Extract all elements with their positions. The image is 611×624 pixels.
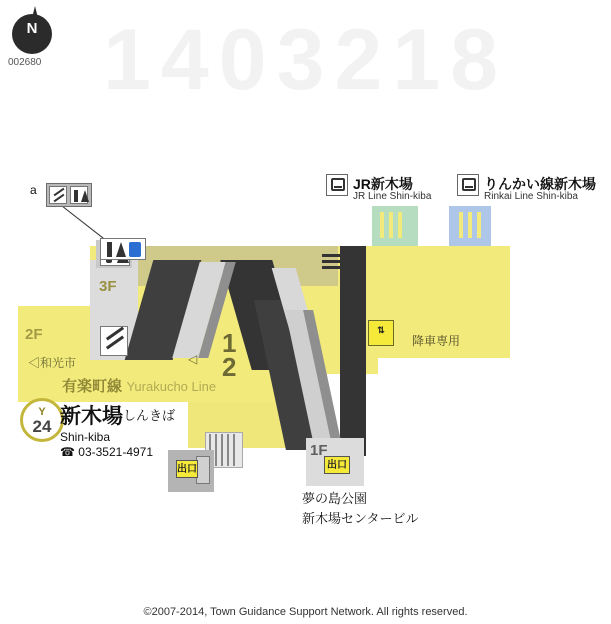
- exit-west-door-icon: [196, 456, 210, 484]
- stairs-icon-line-1: [322, 254, 340, 257]
- jr-line-stripe-3: [398, 212, 402, 238]
- rinkai-line-stripe-3: [477, 212, 481, 238]
- floor-label-1f: 1F: [310, 442, 328, 459]
- train-icon: [457, 174, 479, 196]
- marker-a-facility-box: [46, 183, 92, 207]
- escalator-icon-small: [49, 186, 67, 204]
- train-icon: [326, 174, 348, 196]
- exit-west-label: 出口: [176, 460, 198, 478]
- station-name-kana: しんきば: [123, 408, 176, 423]
- restroom-icon-box: [100, 238, 146, 260]
- restroom-icon-small: [70, 186, 88, 204]
- platform-number-1: 1: [222, 328, 237, 358]
- platform-band-4: [340, 246, 366, 456]
- line-code-letter: Y: [38, 406, 46, 418]
- connection-rinkai-line-jp: りんかい線新木場: [484, 176, 596, 192]
- area-label-alighting-only: 降車専用: [412, 334, 461, 348]
- watermark-text: 1403218: [103, 12, 508, 108]
- rinkai-line-stripe-2: [468, 212, 472, 238]
- line-code-number: 24: [32, 417, 52, 436]
- connection-jr-line-jp: JR新木場: [353, 176, 413, 192]
- floor-label-3f: 3F: [99, 278, 117, 295]
- stairs-icon-line-3: [322, 266, 340, 269]
- stair-line-2: [215, 434, 217, 466]
- rinkai-line-stripe-1: [459, 212, 463, 238]
- jr-line-area: [372, 206, 418, 246]
- stair-line-4: [227, 434, 229, 466]
- station-phone: ☎ 03-3521-4971: [60, 445, 154, 459]
- connection-rinkai-line-en: Rinkai Line Shin-kiba: [484, 191, 578, 202]
- copyright-footer: ©2007-2014, Town Guidance Support Network. All rights reserved.: [143, 606, 468, 618]
- compass-icon: [12, 6, 54, 58]
- station-name-block: [60, 400, 175, 459]
- marker-a-label: a: [30, 183, 37, 197]
- platform-number-2: 2: [222, 352, 237, 382]
- elevator-icon: ⇅: [368, 320, 394, 346]
- landmark-shinkiba-center-building: 新木場センタービル: [302, 511, 419, 526]
- line-name-jp: 有楽町線: [62, 378, 123, 395]
- station-name-romaji: Shin-kiba: [60, 430, 111, 444]
- jr-line-stripe-2: [389, 212, 393, 238]
- station-name-jp: 新木場: [60, 405, 123, 428]
- direction-arrow: ◁: [188, 352, 198, 366]
- landmark-yumenoshima-park: 夢の島公園: [302, 491, 368, 506]
- map-id-code: 002680: [8, 57, 42, 68]
- connection-jr-line-en: JR Line Shin-kiba: [353, 191, 432, 202]
- stair-line-3: [221, 434, 223, 466]
- line-name: [62, 375, 216, 396]
- stairs-icon-line-2: [322, 260, 340, 263]
- compass-north-label: N: [26, 20, 38, 37]
- exit-east-label: 出口: [324, 456, 350, 474]
- escalator-icon: [100, 326, 128, 356]
- line-name-en: Yurakucho Line: [126, 379, 217, 394]
- stair-line-5: [233, 434, 235, 466]
- direction-wako: ◁和光市: [28, 356, 77, 370]
- jr-line-stripe-1: [380, 212, 384, 238]
- line-code-badge: [20, 398, 64, 442]
- floor-label-2f: 2F: [25, 326, 43, 343]
